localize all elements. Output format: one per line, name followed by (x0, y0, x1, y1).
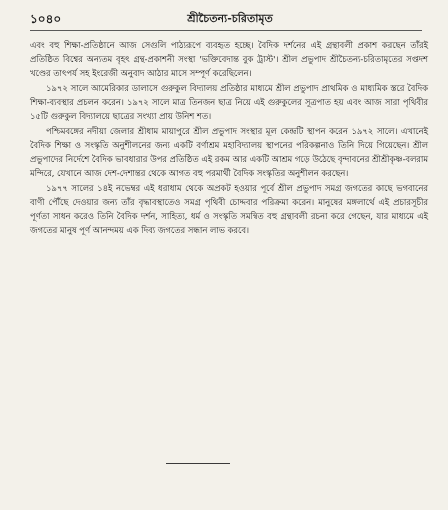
paragraph-2: ১৯৭২ সালে আমেরিকার ডালাসে গুরুকুল বিদ্যালয় প্রতিষ্ঠার মাধ্যমে শ্রীল প্রভুপাদ প্রাথমিক ও মাধ্যমিক স্তরে বৈদিক শিক্ষা-ব্যবস্থার প্রচলন করেন। ১৯৭২ সালে মাত্র তিনজন ছাত্র নিয়ে এই গুরুকুলের সূত্রপাত হয় এবং আজ সারা পৃথিবীর ১৫টি গুরুকুল বিদ্যালয়ে ছাত্রের সংখ্যা প্রায় উনিশ শত। (30, 83, 428, 121)
page-header (30, 11, 430, 27)
running-title: শ্রীচৈতন্য-চরিতামৃত (187, 12, 273, 25)
body-text (30, 38, 428, 238)
paragraph-1: এবং বহু শিক্ষা-প্রতিষ্ঠানে আজ সেগুলি পাঠ্যরূপে ব্যবহৃত হচ্ছে। বৈদিক দর্শনের এই গ্রন্থাবলী প্রকাশ করছেন তাঁরই প্রতিষ্ঠিত বিশ্বের অন্যতম বৃহৎ গ্রন্থ-প্রকাশনী সংস্থা 'ভক্তিবেদান্ত বুক ট্রাস্ট'। শ্রীল প্রভুপাদ শ্রীচৈতন্য-চরিতামৃতের সপ্তদশ খণ্ডের তাৎপর্য সহ ইংরেজী অনুবাদ আঠার মাসে সম্পূর্ণ করেছিলেন। (30, 40, 428, 78)
paragraph-3: পশ্চিমবঙ্গের নদীয়া জেলার শ্রীধাম মায়াপুরে শ্রীল প্রভুপাদ সংস্থার মূল কেন্দ্রটি স্থাপন করেন ১৯৭২ সালে। এখানেই বৈদিক শিক্ষা ও সংস্কৃতি অনুশীলনের জন্য একটি বর্ণাশ্রম মহাবিদ্যালয় স্থাপনের পরিকল্পনাও তিনি দিয়ে গিয়েছেন। শ্রীল প্রভুপাদের নির্দেশে বৈদিক ভাবধারার উপর প্রতিষ্ঠিত এই রকম আর একটি আশ্রম গড়ে উঠেছে বৃন্দাবনের শ্রীশ্রীকৃষ্ণ-বলরাম মন্দিরে, যেখানে আজ দেশ-দেশান্তর থেকে আগত বহু পরমার্থী বৈদিক সংস্কৃতির অনুশীলন করছেন। (30, 126, 428, 178)
page-number: ১০৪০ (30, 12, 62, 26)
paragraph-4: ১৯৭৭ সালের ১৪ই নভেম্বর এই ধরাধাম থেকে অপ্রকট হওয়ার পূর্বে শ্রীল প্রভুপাদ সমগ্র জগতের কাছে ভগবানের বাণী পৌঁছে দেওয়ার জন্য তাঁর বৃদ্ধাবস্থাতেও সমগ্র পৃথিবী চোদ্দবার পরিক্রমা করেন। মানুষের মঙ্গলার্থে এই প্রচারসূচীর পূর্ণতা সাধন করেও তিনি বৈদিক দর্শন, সাহিত্য, ধর্ম ও সংস্কৃতি সমন্বিত বহু গ্রন্থাবলী রচনা করে গেছেন, যার মাধ্যমে এই জগতের মানুষ পূর্ণ আনন্দময় এক দিব্য জগতের সন্ধান লাভ করবে। (30, 183, 428, 235)
header-divider (30, 30, 422, 31)
end-divider (166, 463, 230, 464)
